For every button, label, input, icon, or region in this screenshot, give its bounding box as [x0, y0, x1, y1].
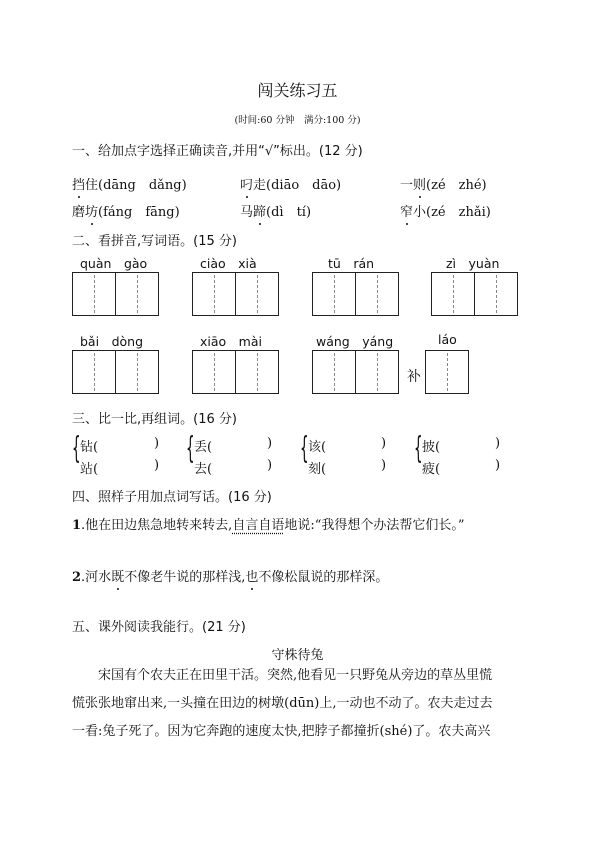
compare-word: 站(	[80, 462, 99, 477]
pinyin-label: bǎi dòng	[80, 334, 144, 349]
q1-item: 磨坊(fáng fāng)	[72, 201, 180, 220]
section-3-heading: 三、比一比,再组词。(16 分)	[72, 412, 237, 427]
q1-item: 挡住(dāng dǎng)	[72, 174, 187, 193]
close-paren: )	[495, 436, 501, 451]
story-title: 守株待兔	[271, 648, 324, 663]
close-paren: )	[154, 436, 160, 451]
pinyin-label: ciào xià	[200, 256, 257, 271]
page-title: 闯关练习五	[257, 81, 338, 100]
writing-grid[interactable]	[312, 272, 398, 316]
brace-symbol: {	[186, 431, 195, 466]
q1-item: 叼走(diāo dāo)	[240, 174, 341, 193]
close-paren: )	[267, 436, 273, 451]
writing-grid[interactable]	[425, 350, 468, 394]
pinyin-label: láo	[438, 332, 457, 347]
writing-grid[interactable]	[192, 350, 278, 394]
example-sentence-2: 2.河水既不像老牛说的那样浅,也不像松鼠说的那样深。	[72, 566, 388, 585]
section-4-heading: 四、照样子用加点词写话。(16 分)	[72, 490, 272, 505]
writing-grid[interactable]	[312, 350, 398, 394]
compare-word: 疲(	[422, 462, 441, 477]
pinyin-label: wáng yáng	[316, 334, 394, 349]
close-paren: )	[495, 458, 501, 473]
compare-word: 丢(	[194, 440, 213, 455]
compare-word: 去(	[194, 462, 213, 477]
close-paren: )	[154, 458, 160, 473]
example-sentence-1: 1.他在田边焦急地转来转去,自言自语地说:“我得想个办法帮它们长。”	[72, 518, 465, 533]
page-subtitle: (时间:60 分钟 满分:100 分)	[234, 115, 361, 126]
story-line: 慌张张地窜出来,一头撞在田边的树墩(dūn)上,一动也不动了。农夫走过去	[72, 696, 493, 711]
q1-item: 窄小(zé zhǎi)	[400, 201, 491, 220]
close-paren: )	[267, 458, 273, 473]
bu-character: 补	[407, 369, 421, 385]
pinyin-label: zì yuàn	[446, 256, 500, 271]
compare-word: 该(	[308, 440, 327, 455]
brace-symbol: {	[414, 431, 423, 466]
section-1-heading: 一、给加点字选择正确读音,并用“√”标出。(12 分)	[72, 144, 363, 159]
q1-item: 马蹄(dì tí)	[240, 201, 311, 220]
brace-symbol: {	[300, 431, 309, 466]
pinyin-label: tū rán	[328, 256, 375, 271]
compare-word: 刻(	[308, 462, 327, 477]
section-5-heading: 五、课外阅读我能行。(21 分)	[72, 620, 246, 635]
q1-item: 一则(zé zhé)	[400, 174, 487, 193]
writing-grid[interactable]	[72, 350, 158, 394]
compare-word: 披(	[422, 440, 441, 455]
writing-grid[interactable]	[431, 272, 517, 316]
story-line: 宋国有个农夫正在田里干活。突然,他看见一只野兔从旁边的草丛里慌	[72, 668, 493, 683]
writing-grid[interactable]	[72, 272, 158, 316]
section-2-heading: 二、看拼音,写词语。(15 分)	[72, 234, 237, 249]
close-paren: )	[381, 458, 387, 473]
story-line: 一看:兔子死了。因为它奔跑的速度太快,把脖子都撞折(shé)了。农夫高兴	[72, 724, 491, 739]
writing-grid[interactable]	[192, 272, 278, 316]
pinyin-label: xiāo mài	[200, 334, 262, 349]
story-paragraph	[72, 662, 528, 746]
close-paren: )	[381, 436, 387, 451]
compare-word: 钻(	[80, 440, 99, 455]
pinyin-label: quàn gào	[80, 256, 148, 271]
brace-symbol: {	[72, 431, 81, 466]
